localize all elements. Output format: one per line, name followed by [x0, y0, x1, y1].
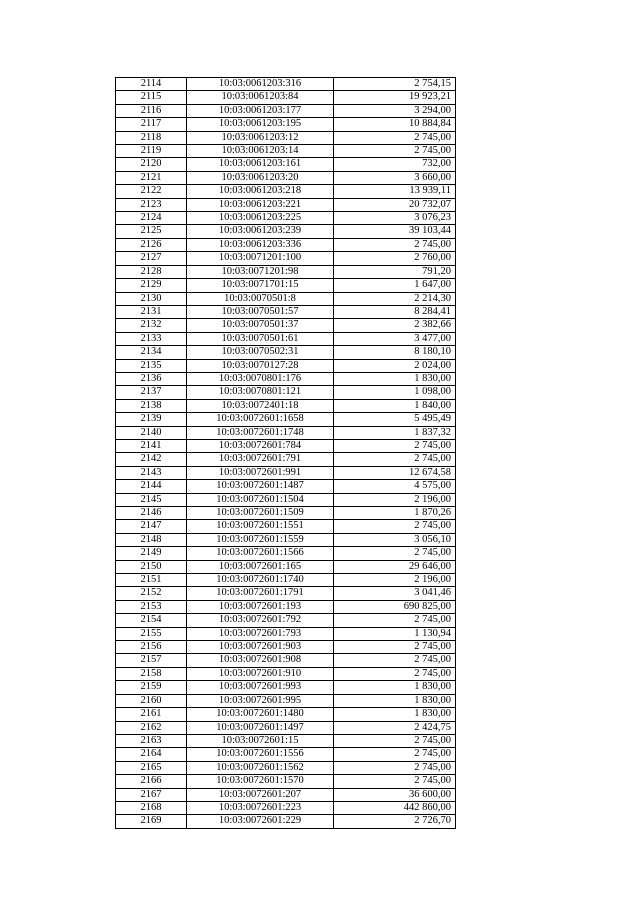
- cadastral-number-cell: 10:03:0061203:14: [187, 145, 334, 158]
- value-cell: 10 884,84: [334, 118, 456, 131]
- cadastral-number-cell: 10:03:0071201:100: [187, 252, 334, 265]
- table-row: [116, 158, 456, 171]
- table-row: [116, 547, 456, 560]
- cadastral-number-cell: 10:03:0072601:15: [187, 734, 334, 747]
- row-number-cell: 2149: [116, 547, 187, 560]
- cadastral-number-cell: 10:03:0070501:61: [187, 332, 334, 345]
- table-row: [116, 614, 456, 627]
- row-number-cell: 2141: [116, 439, 187, 452]
- value-cell: 4 575,00: [334, 480, 456, 493]
- value-cell: 2 745,00: [334, 520, 456, 533]
- row-number-cell: 2159: [116, 681, 187, 694]
- cadastral-number-cell: 10:03:0072601:903: [187, 641, 334, 654]
- row-number-cell: 2120: [116, 158, 187, 171]
- table-row: [116, 600, 456, 613]
- table-row: [116, 185, 456, 198]
- table-row: [116, 453, 456, 466]
- cadastral-number-cell: 10:03:0061203:239: [187, 225, 334, 238]
- table-row: [116, 721, 456, 734]
- row-number-cell: 2163: [116, 734, 187, 747]
- value-cell: 19 923,21: [334, 91, 456, 104]
- value-cell: 8 180,10: [334, 346, 456, 359]
- value-cell: 2 196,00: [334, 493, 456, 506]
- cadastral-number-cell: 10:03:0072601:1740: [187, 574, 334, 587]
- value-cell: 3 477,00: [334, 332, 456, 345]
- value-cell: 1 830,00: [334, 694, 456, 707]
- cadastral-number-cell: 10:03:0061203:195: [187, 118, 334, 131]
- value-cell: 1 870,26: [334, 507, 456, 520]
- row-number-cell: 2115: [116, 91, 187, 104]
- row-number-cell: 2161: [116, 708, 187, 721]
- cadastral-number-cell: 10:03:0072601:1658: [187, 413, 334, 426]
- cadastral-number-cell: 10:03:0071701:15: [187, 279, 334, 292]
- row-number-cell: 2117: [116, 118, 187, 131]
- cadastral-number-cell: 10:03:0061203:161: [187, 158, 334, 171]
- value-cell: 2 745,00: [334, 145, 456, 158]
- row-number-cell: 2134: [116, 346, 187, 359]
- table-row: [116, 466, 456, 479]
- row-number-cell: 2152: [116, 587, 187, 600]
- value-cell: 2 754,15: [334, 78, 456, 91]
- cadastral-value-table: [115, 77, 456, 829]
- value-cell: 1 647,00: [334, 279, 456, 292]
- value-cell: 2 760,00: [334, 252, 456, 265]
- table-row: [116, 386, 456, 399]
- value-cell: 2 745,00: [334, 547, 456, 560]
- value-cell: 29 646,00: [334, 560, 456, 573]
- cadastral-number-cell: 10:03:0072601:193: [187, 600, 334, 613]
- table-row: [116, 225, 456, 238]
- table-row: [116, 533, 456, 546]
- cadastral-number-cell: 10:03:0072601:1791: [187, 587, 334, 600]
- value-cell: 2 745,00: [334, 667, 456, 680]
- row-number-cell: 2137: [116, 386, 187, 399]
- table-row: [116, 145, 456, 158]
- row-number-cell: 2167: [116, 788, 187, 801]
- table-row: [116, 815, 456, 828]
- value-cell: 13 939,11: [334, 185, 456, 198]
- value-cell: 2 745,00: [334, 734, 456, 747]
- value-cell: 1 837,32: [334, 426, 456, 439]
- value-cell: 3 056,10: [334, 533, 456, 546]
- cadastral-number-cell: 10:03:0070501:8: [187, 292, 334, 305]
- cadastral-number-cell: 10:03:0070801:121: [187, 386, 334, 399]
- cadastral-number-cell: 10:03:0061203:12: [187, 131, 334, 144]
- value-cell: 20 732,07: [334, 198, 456, 211]
- table-row: [116, 78, 456, 91]
- table-row: [116, 493, 456, 506]
- table-row: [116, 171, 456, 184]
- row-number-cell: 2154: [116, 614, 187, 627]
- cadastral-number-cell: 10:03:0061203:316: [187, 78, 334, 91]
- row-number-cell: 2143: [116, 466, 187, 479]
- cadastral-number-cell: 10:03:0061203:336: [187, 238, 334, 251]
- row-number-cell: 2114: [116, 78, 187, 91]
- row-number-cell: 2158: [116, 667, 187, 680]
- cadastral-number-cell: 10:03:0071201:98: [187, 265, 334, 278]
- value-cell: 2 745,00: [334, 761, 456, 774]
- value-cell: 12 674,58: [334, 466, 456, 479]
- table-row: [116, 332, 456, 345]
- value-cell: 1 130,94: [334, 627, 456, 640]
- table-row: [116, 372, 456, 385]
- cadastral-number-cell: 10:03:0061203:20: [187, 171, 334, 184]
- cadastral-number-cell: 10:03:0072601:910: [187, 667, 334, 680]
- table-row: [116, 560, 456, 573]
- table-row: [116, 238, 456, 251]
- value-cell: 8 284,41: [334, 305, 456, 318]
- value-cell: 791,20: [334, 265, 456, 278]
- value-cell: 1 840,00: [334, 399, 456, 412]
- cadastral-number-cell: 10:03:0072601:223: [187, 801, 334, 814]
- value-cell: 2 745,00: [334, 238, 456, 251]
- cadastral-number-cell: 10:03:0072601:1551: [187, 520, 334, 533]
- value-cell: 3 076,23: [334, 212, 456, 225]
- table-row: [116, 399, 456, 412]
- row-number-cell: 2140: [116, 426, 187, 439]
- table-row: [116, 252, 456, 265]
- table-body: [116, 78, 456, 829]
- cadastral-number-cell: 10:03:0072601:1509: [187, 507, 334, 520]
- row-number-cell: 2118: [116, 131, 187, 144]
- value-cell: 2 196,00: [334, 574, 456, 587]
- row-number-cell: 2151: [116, 574, 187, 587]
- value-cell: 3 294,00: [334, 104, 456, 117]
- table-row: [116, 212, 456, 225]
- row-number-cell: 2126: [116, 238, 187, 251]
- row-number-cell: 2156: [116, 641, 187, 654]
- cadastral-number-cell: 10:03:0070502:31: [187, 346, 334, 359]
- cadastral-number-cell: 10:03:0072601:784: [187, 439, 334, 452]
- cadastral-number-cell: 10:03:0072601:1748: [187, 426, 334, 439]
- table-row: [116, 104, 456, 117]
- table-row: [116, 734, 456, 747]
- row-number-cell: 2160: [116, 694, 187, 707]
- table-row: [116, 627, 456, 640]
- cadastral-number-cell: 10:03:0072601:1480: [187, 708, 334, 721]
- value-cell: 732,00: [334, 158, 456, 171]
- table-row: [116, 654, 456, 667]
- row-number-cell: 2124: [116, 212, 187, 225]
- value-cell: 36 600,00: [334, 788, 456, 801]
- value-cell: 2 726,70: [334, 815, 456, 828]
- value-cell: 3 660,00: [334, 171, 456, 184]
- table-row: [116, 346, 456, 359]
- row-number-cell: 2133: [116, 332, 187, 345]
- table-row: [116, 574, 456, 587]
- table-row: [116, 131, 456, 144]
- row-number-cell: 2153: [116, 600, 187, 613]
- value-cell: 1 098,00: [334, 386, 456, 399]
- value-cell: 2 745,00: [334, 439, 456, 452]
- cadastral-number-cell: 10:03:0072601:165: [187, 560, 334, 573]
- value-cell: 2 745,00: [334, 641, 456, 654]
- row-number-cell: 2121: [116, 171, 187, 184]
- row-number-cell: 2147: [116, 520, 187, 533]
- row-number-cell: 2116: [116, 104, 187, 117]
- value-cell: 2 745,00: [334, 614, 456, 627]
- cadastral-number-cell: 10:03:0072601:1562: [187, 761, 334, 774]
- table-row: [116, 761, 456, 774]
- row-number-cell: 2139: [116, 413, 187, 426]
- table-row: [116, 292, 456, 305]
- table-row: [116, 667, 456, 680]
- row-number-cell: 2131: [116, 305, 187, 318]
- value-cell: 2 745,00: [334, 131, 456, 144]
- value-cell: 1 830,00: [334, 708, 456, 721]
- row-number-cell: 2138: [116, 399, 187, 412]
- table-row: [116, 439, 456, 452]
- value-cell: 2 024,00: [334, 359, 456, 372]
- cadastral-number-cell: 10:03:0072601:991: [187, 466, 334, 479]
- row-number-cell: 2127: [116, 252, 187, 265]
- value-cell: 1 830,00: [334, 372, 456, 385]
- row-number-cell: 2157: [116, 654, 187, 667]
- cadastral-number-cell: 10:03:0070501:57: [187, 305, 334, 318]
- cadastral-number-cell: 10:03:0072601:791: [187, 453, 334, 466]
- cadastral-number-cell: 10:03:0061203:177: [187, 104, 334, 117]
- row-number-cell: 2145: [116, 493, 187, 506]
- table-row: [116, 801, 456, 814]
- row-number-cell: 2136: [116, 372, 187, 385]
- table-row: [116, 265, 456, 278]
- cadastral-number-cell: 10:03:0061203:221: [187, 198, 334, 211]
- table-row: [116, 775, 456, 788]
- value-cell: 2 424,75: [334, 721, 456, 734]
- row-number-cell: 2166: [116, 775, 187, 788]
- cadastral-number-cell: 10:03:0072601:1570: [187, 775, 334, 788]
- row-number-cell: 2123: [116, 198, 187, 211]
- row-number-cell: 2130: [116, 292, 187, 305]
- value-cell: 2 745,00: [334, 775, 456, 788]
- table-row: [116, 681, 456, 694]
- cadastral-number-cell: 10:03:0072601:1566: [187, 547, 334, 560]
- row-number-cell: 2146: [116, 507, 187, 520]
- table-row: [116, 426, 456, 439]
- cadastral-number-cell: 10:03:0072601:993: [187, 681, 334, 694]
- cadastral-number-cell: 10:03:0072601:1559: [187, 533, 334, 546]
- row-number-cell: 2129: [116, 279, 187, 292]
- row-number-cell: 2162: [116, 721, 187, 734]
- cadastral-number-cell: 10:03:0070501:37: [187, 319, 334, 332]
- table-row: [116, 413, 456, 426]
- value-cell: 690 825,00: [334, 600, 456, 613]
- table-row: [116, 279, 456, 292]
- cadastral-number-cell: 10:03:0072601:1487: [187, 480, 334, 493]
- row-number-cell: 2128: [116, 265, 187, 278]
- table-row: [116, 641, 456, 654]
- row-number-cell: 2165: [116, 761, 187, 774]
- table-row: [116, 359, 456, 372]
- cadastral-number-cell: 10:03:0070801:176: [187, 372, 334, 385]
- cadastral-number-cell: 10:03:0072601:995: [187, 694, 334, 707]
- row-number-cell: 2142: [116, 453, 187, 466]
- cadastral-number-cell: 10:03:0072601:908: [187, 654, 334, 667]
- value-cell: 3 041,46: [334, 587, 456, 600]
- value-cell: 2 214,30: [334, 292, 456, 305]
- value-cell: 5 495,49: [334, 413, 456, 426]
- cadastral-number-cell: 10:03:0072401:18: [187, 399, 334, 412]
- value-cell: 2 745,00: [334, 748, 456, 761]
- table-row: [116, 694, 456, 707]
- cadastral-number-cell: 10:03:0072601:1497: [187, 721, 334, 734]
- row-number-cell: 2168: [116, 801, 187, 814]
- cadastral-number-cell: 10:03:0072601:793: [187, 627, 334, 640]
- table-row: [116, 788, 456, 801]
- row-number-cell: 2148: [116, 533, 187, 546]
- cadastral-number-cell: 10:03:0072601:1504: [187, 493, 334, 506]
- cadastral-number-cell: 10:03:0070127:28: [187, 359, 334, 372]
- table-row: [116, 319, 456, 332]
- table-row: [116, 507, 456, 520]
- table-row: [116, 587, 456, 600]
- table-row: [116, 118, 456, 131]
- value-cell: 1 830,00: [334, 681, 456, 694]
- cadastral-number-cell: 10:03:0072601:207: [187, 788, 334, 801]
- table-row: [116, 91, 456, 104]
- value-cell: 2 745,00: [334, 654, 456, 667]
- table-row: [116, 520, 456, 533]
- row-number-cell: 2122: [116, 185, 187, 198]
- row-number-cell: 2169: [116, 815, 187, 828]
- row-number-cell: 2150: [116, 560, 187, 573]
- table-row: [116, 305, 456, 318]
- cadastral-number-cell: 10:03:0061203:218: [187, 185, 334, 198]
- table-row: [116, 198, 456, 211]
- row-number-cell: 2144: [116, 480, 187, 493]
- table-row: [116, 748, 456, 761]
- row-number-cell: 2164: [116, 748, 187, 761]
- value-cell: 39 103,44: [334, 225, 456, 238]
- cadastral-number-cell: 10:03:0061203:225: [187, 212, 334, 225]
- value-cell: 2 382,66: [334, 319, 456, 332]
- table-row: [116, 480, 456, 493]
- row-number-cell: 2155: [116, 627, 187, 640]
- row-number-cell: 2135: [116, 359, 187, 372]
- cadastral-number-cell: 10:03:0072601:792: [187, 614, 334, 627]
- row-number-cell: 2119: [116, 145, 187, 158]
- value-cell: 442 860,00: [334, 801, 456, 814]
- row-number-cell: 2125: [116, 225, 187, 238]
- cadastral-number-cell: 10:03:0072601:1556: [187, 748, 334, 761]
- value-cell: 2 745,00: [334, 453, 456, 466]
- row-number-cell: 2132: [116, 319, 187, 332]
- table-row: [116, 708, 456, 721]
- cadastral-number-cell: 10:03:0061203:84: [187, 91, 334, 104]
- cadastral-number-cell: 10:03:0072601:229: [187, 815, 334, 828]
